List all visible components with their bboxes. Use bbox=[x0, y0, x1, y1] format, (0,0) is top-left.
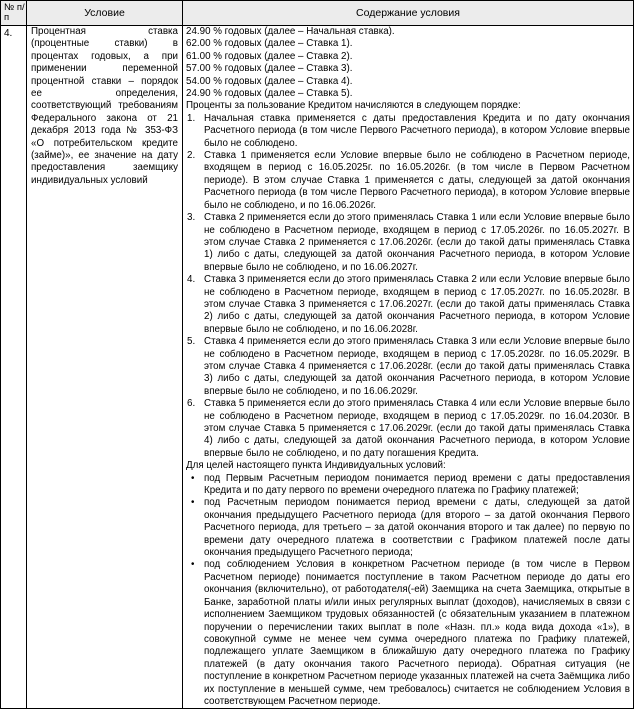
item-number: 3. bbox=[187, 212, 196, 224]
item-number: 1. bbox=[187, 112, 196, 124]
table-row bbox=[1, 26, 634, 709]
header-condition: Условие bbox=[27, 1, 183, 26]
rate-5: 24.90 % годовых (далее – Ставка 5). bbox=[186, 88, 353, 100]
item-text: Начальная ставка применяется с даты предоставления Кредита и по дату окончания Расчетного периода (в том числе Первого Расчетного периода), в котором Условие впервые было не соблюдено. bbox=[204, 112, 630, 149]
list-item bbox=[186, 559, 630, 708]
list-item bbox=[186, 473, 630, 498]
item-number: 2. bbox=[187, 150, 196, 162]
item-number: 4. bbox=[187, 274, 196, 286]
list-item bbox=[186, 113, 630, 150]
header-content: Содержание условия bbox=[183, 1, 634, 26]
item-number: 6. bbox=[187, 398, 196, 410]
rate-initial: 24.90 % годовых (далее – Начальная ставка). bbox=[186, 26, 395, 37]
rate-list bbox=[186, 26, 630, 100]
item-text: под Расчетным периодом понимается период времени с даты, следующей за датой окончания предыдущего Расчетного периода (для второго – за датой окончания Первого Расчетного периода, для третьего – за датой окончания второго и так далее) по первую по времени дату очередного платежа в соответствии с Графиком платежей после даты окончания предыдущего Расчетного периода; bbox=[204, 497, 630, 559]
bullet-icon: • bbox=[191, 497, 195, 509]
order-intro: Проценты за пользование Кредитом начисляются в следующем порядке: bbox=[186, 100, 521, 112]
rate-3: 57.00 % годовых (далее – Ставка 3). bbox=[186, 63, 353, 75]
rate-1: 62.00 % годовых (далее – Ставка 1). bbox=[186, 38, 353, 50]
item-text: под Первым Расчетным периодом понимается период времени с даты предоставления Кредита и по дату первого по времени очередного платежа по Графику платежей; bbox=[204, 472, 630, 497]
list-item bbox=[186, 336, 630, 398]
bullet-icon: • bbox=[191, 559, 195, 571]
item-text: Ставка 5 применяется если до этого применялась Ставка 4 или если Условие впервые было не соблюдено в Расчетном периоде, входящем в период с 17.05.2029г. по 16.04.2030г. В этом случае Ставка 5 применяется с 17.06.2029г. (если до такой даты применялась Ставка 4) либо с даты, следующей за датой окончания Расчетного периода, в котором Условие впервые было не соблюдено, и по дату погашения Кредита. bbox=[204, 398, 630, 459]
list-item bbox=[186, 274, 630, 336]
item-text: под соблюдением Условия в конкретном Расчетном периоде (в том числе в Первом Расчетном периоде) понимается поступление в таком Расчетном периоде до даты его окончания (включительно), от работодателя(-ей) Заемщика на счета Заемщика, открытые в Банке, заработной платы и/или иных регулярных выплат (доходов), начисляемых в связи с исполнением Заемщиком трудовых обязанностей (с обязательным указанием в платежном поручении о перечислении таких выплат в поле «Назн. пл.» кода вида дохода «1»), в совокупной сумме не менее чем сумма очередного платежа по Графику платежей, подлежащего уплате Заемщиком в ближайшую дату очередного платежа по Графику платежей (в дату окончания такого Расчетного периода). Обратная ситуация (не поступление в конкретном Расчетном периоде указанных платежей на счета Заёмщика либо их поступление в меньшей сумме, чем требовалось) считается не соблюдением Условия в соответствующем Расчетном периоде. bbox=[204, 559, 630, 707]
item-text: Ставка 2 применяется если до этого применялась Ставка 1 или если Условие впервые было не соблюдено в Расчетном периоде, входящем в период с 17.05.2026г. по 16.05.2027г. В этом случае Ставка 2 применяется с 17.06.2026г. (если до такой даты применялась Ставка 1) либо с даты, следующей за датой окончания Расчетного периода, в котором Условие впервые было не соблюдено, и по 16.06.2027г. bbox=[204, 212, 630, 273]
rules-list bbox=[186, 113, 630, 460]
rate-2: 61.00 % годовых (далее – Ставка 2). bbox=[186, 50, 353, 62]
definitions-intro: Для целей настоящего пункта Индивидуальных условий: bbox=[186, 460, 446, 472]
bullet-icon: • bbox=[191, 472, 195, 484]
list-item bbox=[186, 497, 630, 559]
item-text: Ставка 4 применяется если до этого применялась Ставка 3 или если Условие впервые было не соблюдено в Расчетном периоде, входящем в период с 17.05.2028г. по 16.05.2029г. В этом случае Ставка 4 применяется с 17.06.2028г. (если до такой даты применялась Ставка 3) либо с даты, следующей за датой окончания Расчетного периода, в котором Условие впервые было не соблюдено, и по 16.06.2029г. bbox=[204, 336, 630, 397]
row-number: 4. bbox=[1, 26, 27, 709]
item-text: Ставка 3 применяется если до этого применялась Ставка 2 или если Условие впервые было не соблюдено в Расчетном периоде, входящем в период с 17.05.2027г. по 16.05.2028г. В этом случае Ставка 3 применяется с 17.06.2027г. (если до такой даты применялась Ставка 2) либо с даты, следующей за датой окончания Расчетного периода, в котором Условие впервые было не соблюдено, и по 16.06.2028г. bbox=[204, 274, 630, 335]
header-num: № п/п bbox=[1, 1, 27, 26]
definitions-list bbox=[186, 473, 630, 709]
item-text: Ставка 1 применяется если Условие впервые было не соблюдено в Расчетном периоде, входящем в период с 16.05.2025г. по 16.05.2026г. (в том числе в Первом Расчетном периоде). В этом случае Ставка 1 применяется с даты, следующей за датой окончания Расчетного периода (в том числе Первого Расчетного периода), в котором Условие впервые было не соблюдено, и по 16.06.2026г. bbox=[204, 150, 630, 211]
condition-text: Процентная ставка (процентные ставки) в процентах годовых, а при применении переменной процентной ставки – порядок ее определения, соответствующий требованиям Федерального закона от 21 декабря 2013 года № 353-ФЗ «О потребительском кредите (займе)», ее значение на дату предоставления заемщику индивидуальных условий bbox=[27, 26, 183, 709]
header-row bbox=[1, 1, 634, 26]
list-item bbox=[186, 212, 630, 274]
rate-4: 54.00 % годовых (далее – Ставка 4). bbox=[186, 75, 353, 87]
list-item bbox=[186, 398, 630, 460]
list-item bbox=[186, 150, 630, 212]
content-cell bbox=[183, 26, 634, 709]
item-number: 5. bbox=[187, 336, 196, 348]
